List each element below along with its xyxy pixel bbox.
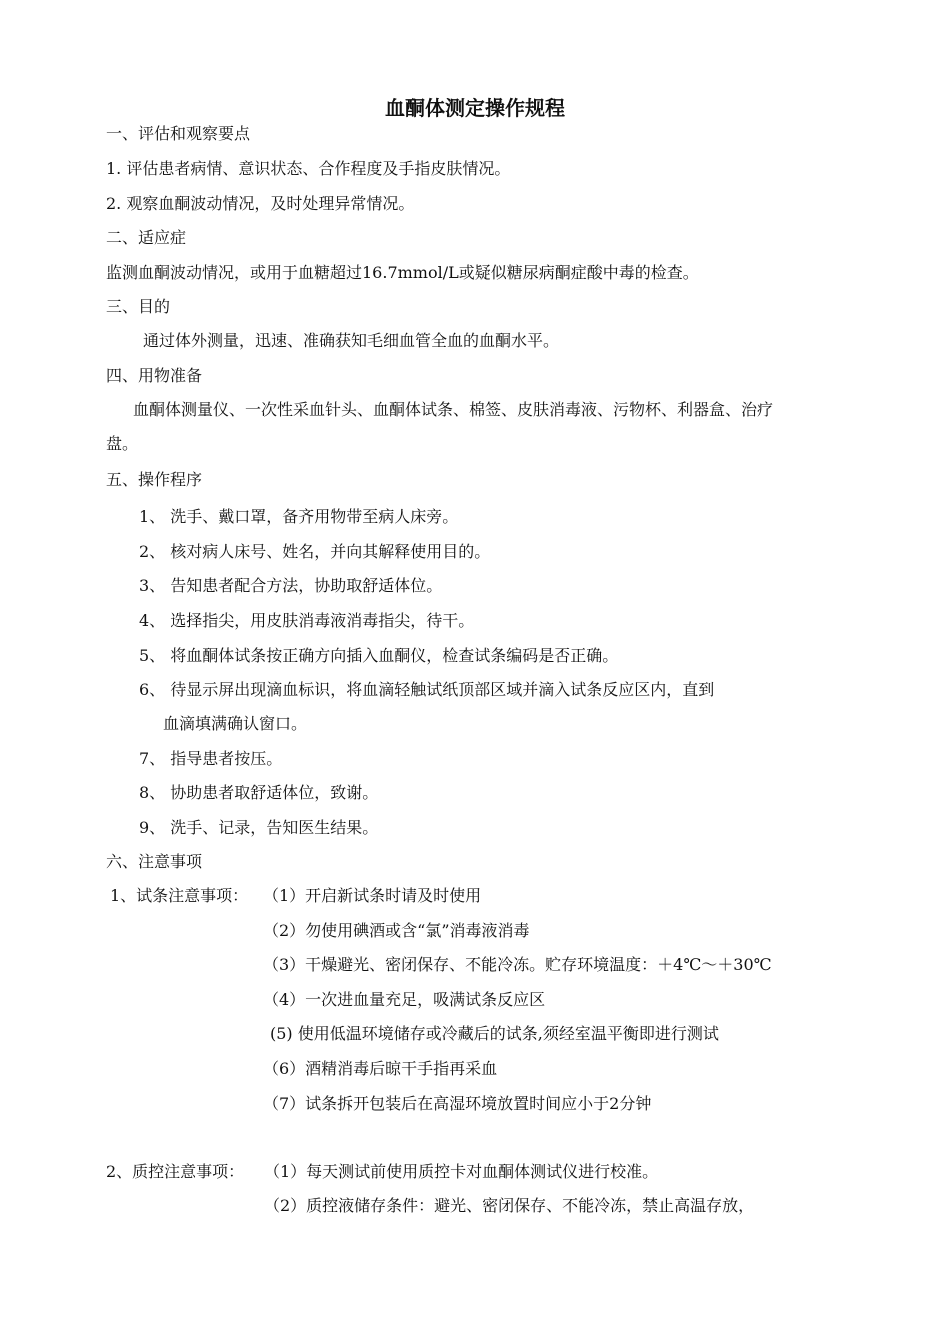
list-item: 血滴填满确认窗口。 [163,714,308,733]
section-heading: 四、用物准备 [106,366,203,385]
section-heading: 六、注意事项 [106,852,203,871]
note-label: 2、质控注意事项： [106,1162,245,1181]
list-item: 9、 洗手、记录，告知医生结果。 [139,818,379,837]
list-item: 6、 待显示屏出现滴血标识，将血滴轻触试纸顶部区域并滴入试条反应区内，直到 [139,680,715,699]
paragraph: 监测血酮波动情况，或用于血糖超过16.7mmol/L或疑似糖尿病酮症酸中毒的检查。 [106,263,699,282]
list-item: 4、 选择指尖，用皮肤消毒液消毒指尖，待干。 [139,611,475,630]
document-title: 血酮体测定操作规程 [385,96,565,120]
note-item: （1）开启新试条时请及时使用 [263,886,482,905]
list-item: 1. 评估患者病情、意识状态、合作程度及手指皮肤情况。 [106,159,511,178]
section-heading: 一、评估和观察要点 [106,124,251,143]
note-item: （2）勿使用碘酒或含“氯”消毒液消毒 [263,921,530,940]
list-item: 3、 告知患者配合方法，协助取舒适体位。 [139,576,443,595]
section-heading: 二、适应症 [106,228,187,247]
list-item: 2、 核对病人床号、姓名，并向其解释使用目的。 [139,542,491,561]
list-item: 2. 观察血酮波动情况，及时处理异常情况。 [106,194,415,213]
note-item: （4）一次进血量充足，吸满试条反应区 [263,990,546,1009]
section-heading: 五、操作程序 [106,470,203,489]
paragraph: 通过体外测量，迅速、准确获知毛细血管全血的血酮水平。 [143,331,560,350]
section-heading: 三、目的 [106,297,171,316]
list-item: 7、 指导患者按压。 [139,749,283,768]
note-item: （7）试条拆开包装后在高湿环境放置时间应小于2分钟 [263,1094,652,1113]
note-label: 1、试条注意事项： [110,886,249,905]
note-item: （6）酒精消毒后晾干手指再采血 [263,1059,498,1078]
list-item: 1、 洗手、戴口罩，备齐用物带至病人床旁。 [139,507,459,526]
note-item: （3）干燥避光、密闭保存、不能冷冻。贮存环境温度：＋4℃～＋30℃ [263,955,772,974]
paragraph: 盘。 [106,434,139,453]
note-item: （2）质控液储存条件：避光、密闭保存、不能冷冻，禁止高温存放， [264,1196,755,1215]
list-item: 8、 协助患者取舒适体位，致谢。 [139,783,379,802]
note-item: (5) 使用低温环境储存或冷藏后的试条,须经室温平衡即进行测试 [270,1024,719,1043]
note-item: （1）每天测试前使用质控卡对血酮体测试仪进行校准。 [264,1162,659,1181]
list-item: 5、 将血酮体试条按正确方向插入血酮仪，检查试条编码是否正确。 [139,646,619,665]
paragraph: 血酮体测量仪、一次性采血针头、血酮体试条、棉签、皮肤消毒液、污物杯、利器盒、治疗 [133,400,774,419]
